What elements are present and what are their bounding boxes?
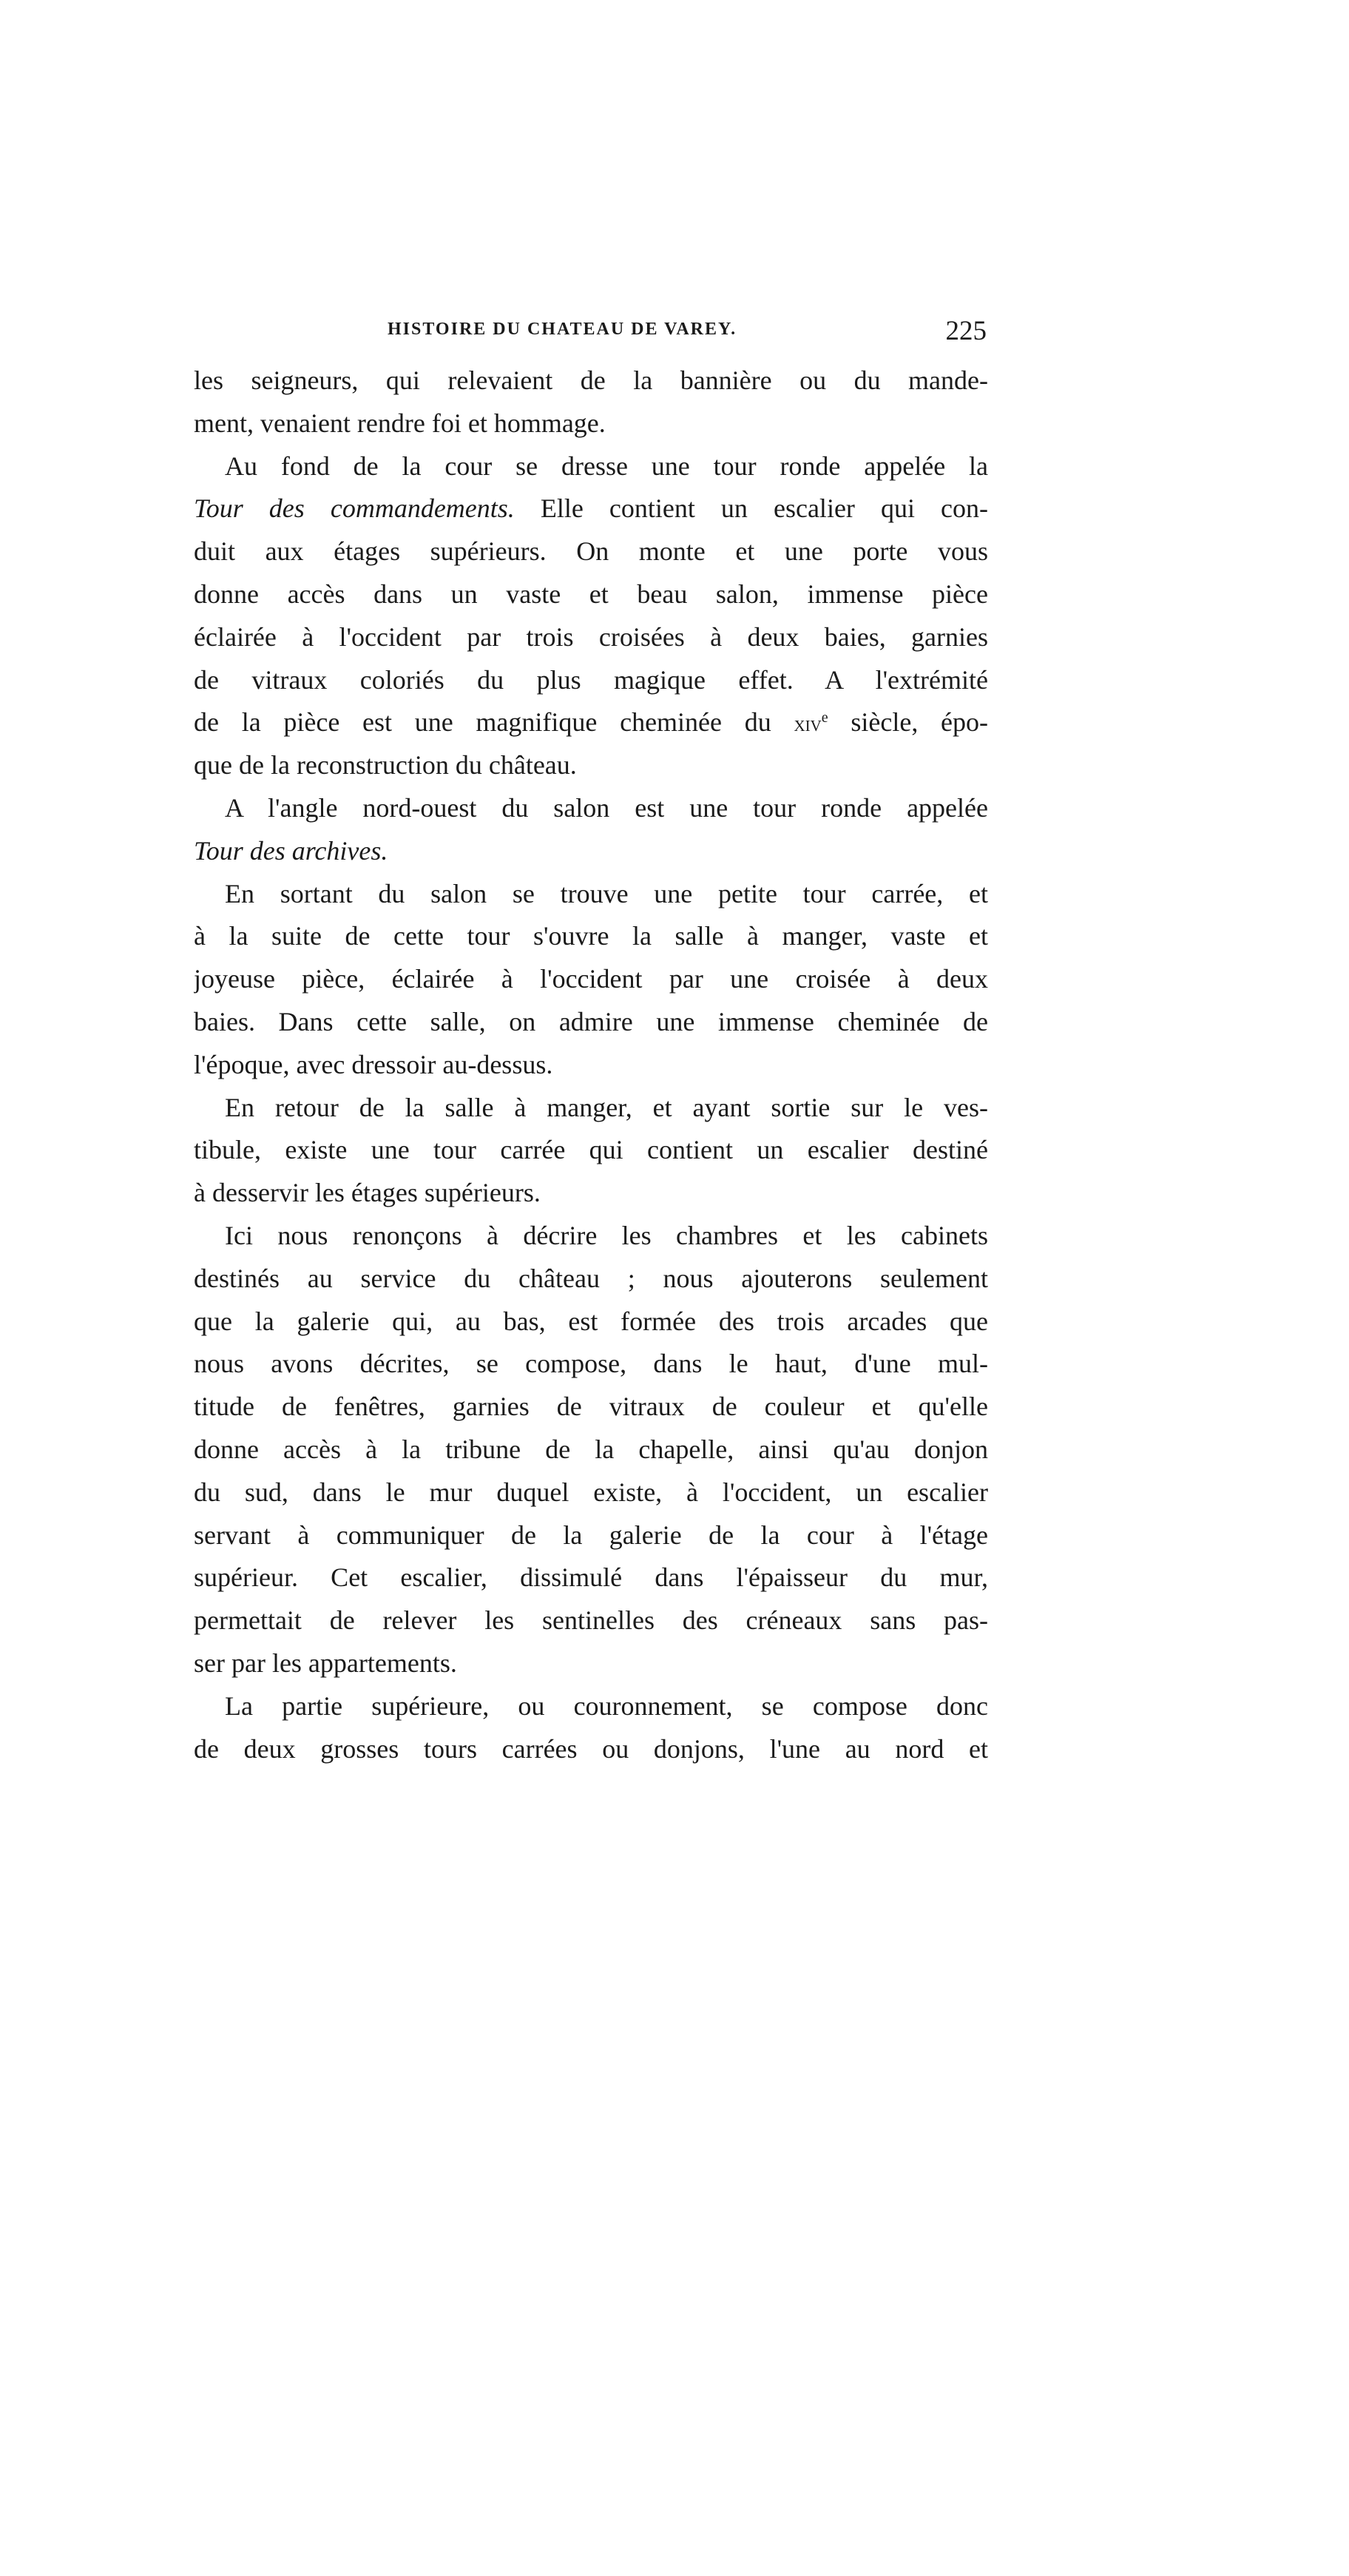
century-numeral: xiv <box>794 712 822 737</box>
text-line <box>194 488 988 530</box>
paragraph-5 <box>194 1087 988 1215</box>
paragraph-6 <box>194 1215 988 1685</box>
text-run: siècle, épo- <box>828 707 988 738</box>
text-line: donne accès à la tribune de la chapelle, ainsi qu'au donjon <box>194 1434 988 1464</box>
book-page <box>194 315 988 1770</box>
text-line: que la galerie qui, au bas, est formée des trois arcades que <box>194 1306 988 1336</box>
text-line: permettait de relever les sentinelles des créneaux sans pas- <box>194 1605 988 1636</box>
text-run: Elle contient un escalier qui con- <box>514 493 988 524</box>
paragraph-2 <box>194 445 988 787</box>
text-line: tibule, existe une tour carrée qui contient un escalier destiné <box>194 1135 988 1165</box>
text-line: éclairée à l'occident par trois croisées à deux baies, garnies <box>194 621 988 652</box>
text-line: supérieur. Cet escalier, dissimulé dans l'épaisseur du mur, <box>194 1562 988 1593</box>
text-line: Ici nous renonçons à décrire les chambres et les cabinets <box>225 1220 988 1250</box>
text-line: à la suite de cette tour s'ouvre la salle à manger, vaste et <box>194 921 988 951</box>
text-line: les seigneurs, qui relevaient de la bannière ou du mande- <box>194 365 988 395</box>
running-title: HISTOIRE DU CHATEAU DE VAREY. <box>388 320 737 339</box>
text-line: nous avons décrites, se compose, dans le haut, d'une mul- <box>194 1349 988 1379</box>
text-line: Au fond de la cour se dresse une tour ronde appelée la <box>225 451 988 481</box>
text-line: du sud, dans le mur duquel existe, à l'occident, un escalier <box>194 1477 988 1507</box>
text-line: donne accès dans un vaste et beau salon, immense pièce <box>194 579 988 609</box>
text-line: l'époque, avec dressoir au-dessus. <box>194 1049 553 1079</box>
text-line: ment, venaient rendre foi et hommage. <box>194 408 606 438</box>
text-line: En sortant du salon se trouve une petite tour carrée, et <box>225 878 988 908</box>
text-line: de deux grosses tours carrées ou donjons, l'une au nord et <box>194 1733 988 1764</box>
text-line: baies. Dans cette salle, on admire une immense cheminée de <box>194 1006 988 1036</box>
text-line: ser par les appartements. <box>194 1648 457 1678</box>
text-line: titude de fenêtres, garnies de vitraux de couleur et qu'elle <box>194 1392 988 1422</box>
italic-tower-name: Tour des archives. <box>194 835 388 866</box>
text-line: A l'angle nord-ouest du salon est une tour ronde appelée <box>225 792 988 823</box>
paragraph-4 <box>194 873 988 1087</box>
text-line <box>194 830 988 873</box>
text-line: joyeuse pièce, éclairée à l'occident par une croisée à deux <box>194 964 988 994</box>
running-header <box>194 315 988 357</box>
text-line: duit aux étages supérieurs. On monte et une porte vous <box>194 536 988 567</box>
italic-tower-name: Tour des commandements. <box>194 493 515 524</box>
paragraph-7 <box>194 1685 988 1771</box>
text-run: de la pièce est une magnifique cheminée du <box>194 707 794 738</box>
text-line: que de la reconstruction du château. <box>194 750 577 780</box>
text-line: de vitraux coloriés du plus magique effet. A l'extrémité <box>194 664 988 695</box>
page-number: 225 <box>945 316 987 346</box>
text-line: à desservir les étages supérieurs. <box>194 1178 541 1208</box>
text-line: destinés au service du château ; nous ajouterons seulement <box>194 1263 988 1293</box>
text-line: servant à communiquer de la galerie de la cour à l'étage <box>194 1520 988 1550</box>
text-line: En retour de la salle à manger, et ayant sortie sur le ves- <box>225 1092 988 1122</box>
superscript: e <box>821 709 828 726</box>
text-line: La partie supérieure, ou couronnement, se compose donc <box>225 1690 988 1721</box>
paragraph-1 <box>194 360 988 445</box>
paragraph-3 <box>194 787 988 873</box>
text-line <box>194 701 988 744</box>
